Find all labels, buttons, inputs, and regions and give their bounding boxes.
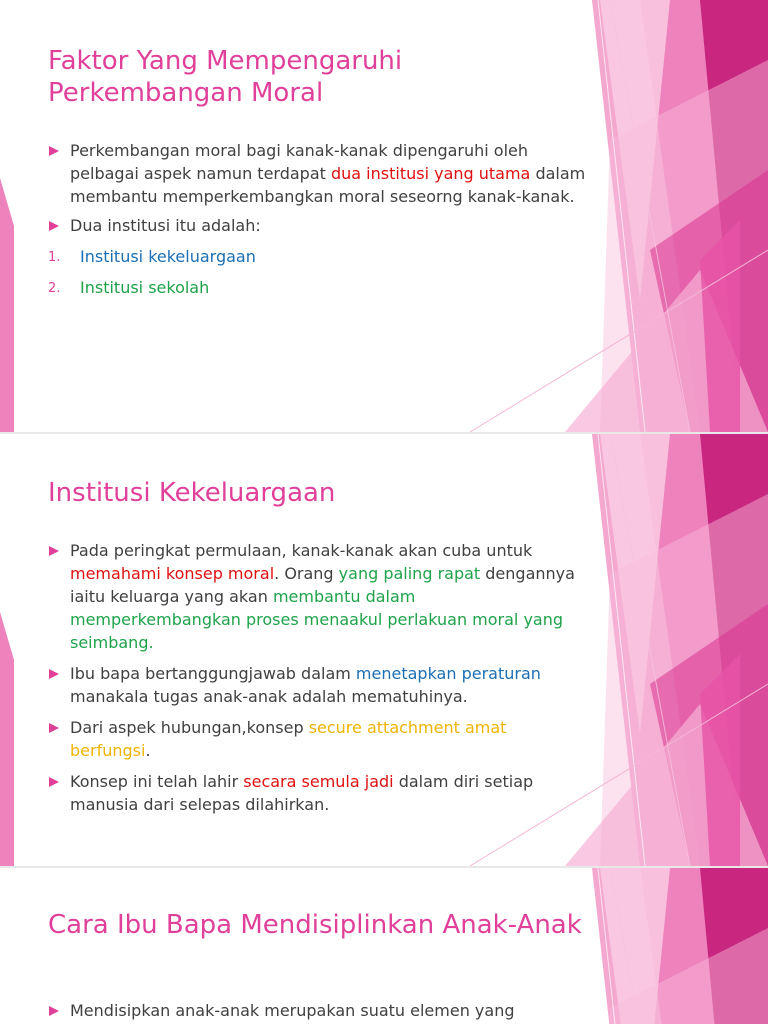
bullet-text: Mendisipkan anak-anak merupakan suatu elemen yang — [70, 1001, 515, 1020]
bullet-arrow-icon — [49, 669, 59, 679]
highlight-red: secara semula jadi — [243, 772, 394, 791]
bullet-item — [48, 770, 588, 816]
list-number: 1. — [48, 250, 61, 265]
slide-content — [48, 0, 588, 299]
bullet-text: dengannya iaitu keluarga yang akan — [70, 564, 575, 606]
bullet-item — [48, 999, 588, 1022]
bullet-text: . Orang — [274, 564, 339, 583]
bullet-item — [48, 716, 588, 762]
bullet-arrow-icon — [49, 146, 59, 156]
bullet-text: Pada peringkat permulaan, kanak-kanak akan cuba untuk — [70, 541, 533, 560]
bullet-arrow-icon — [49, 777, 59, 787]
list-item — [48, 276, 588, 299]
bullet-text: . — [145, 741, 151, 760]
highlight-red: memahami konsep moral — [70, 564, 275, 583]
bullet-text: dalam diri setiap manusia dari selepas dilahirkan. — [70, 772, 534, 814]
slide-title: Cara Ibu Bapa Mendisiplinkan Anak-Anak — [48, 910, 582, 940]
bullet-text: Ibu bapa bertanggungjawab dalam — [70, 664, 356, 683]
bullet-arrow-icon — [49, 1006, 59, 1016]
bullet-arrow-icon — [49, 723, 59, 733]
highlight-blue: menetapkan peraturan — [355, 664, 541, 683]
bullet-text: Dari aspek hubungan,konsep — [70, 718, 309, 737]
slide-title — [48, 45, 588, 109]
list-text: Institusi sekolah — [80, 278, 210, 297]
slide-title: Institusi Kekeluargaan — [48, 478, 336, 508]
bullet-text: Konsep ini telah lahir — [70, 772, 244, 791]
title-line-1: Faktor Yang Mempengaruhi — [48, 46, 403, 76]
title-line-2: Perkembangan Moral — [48, 78, 324, 108]
bullet-text: dalam membantu memperkembangkan moral seseorng kanak-kanak. — [70, 164, 586, 206]
bullet-item — [48, 214, 588, 237]
highlight-green: membantu dalam memperkembangkan proses menaakul perlakuan moral yang seimbang. — [70, 587, 564, 652]
bullet-text: Perkembangan moral bagi kanak-kanak dipengaruhi oleh pelbagai aspek namun terdapat — [70, 141, 529, 183]
list-text: Institusi kekeluargaan — [80, 247, 256, 266]
list-number: 2. — [48, 281, 61, 296]
highlight-green: yang paling rapat — [338, 564, 481, 583]
bullet-item — [48, 139, 588, 208]
bullet-arrow-icon — [49, 546, 59, 556]
highlight-red: dua institusi yang utama — [330, 164, 531, 183]
bullet-item — [48, 539, 588, 654]
bullet-text: manakala tugas anak-anak adalah mematuhinya. — [70, 687, 468, 706]
highlight-yellow: secure attachment amat berfungsi — [70, 718, 507, 760]
slide-3 — [0, 868, 768, 1024]
slide-content — [48, 868, 588, 1022]
list-item — [48, 245, 588, 268]
bullet-arrow-icon — [49, 221, 59, 231]
slide-content — [48, 434, 588, 816]
bullet-text: Dua institusi itu adalah: — [70, 216, 261, 235]
slide-1 — [0, 0, 768, 432]
bullet-item — [48, 662, 588, 708]
slide-2 — [0, 434, 768, 866]
